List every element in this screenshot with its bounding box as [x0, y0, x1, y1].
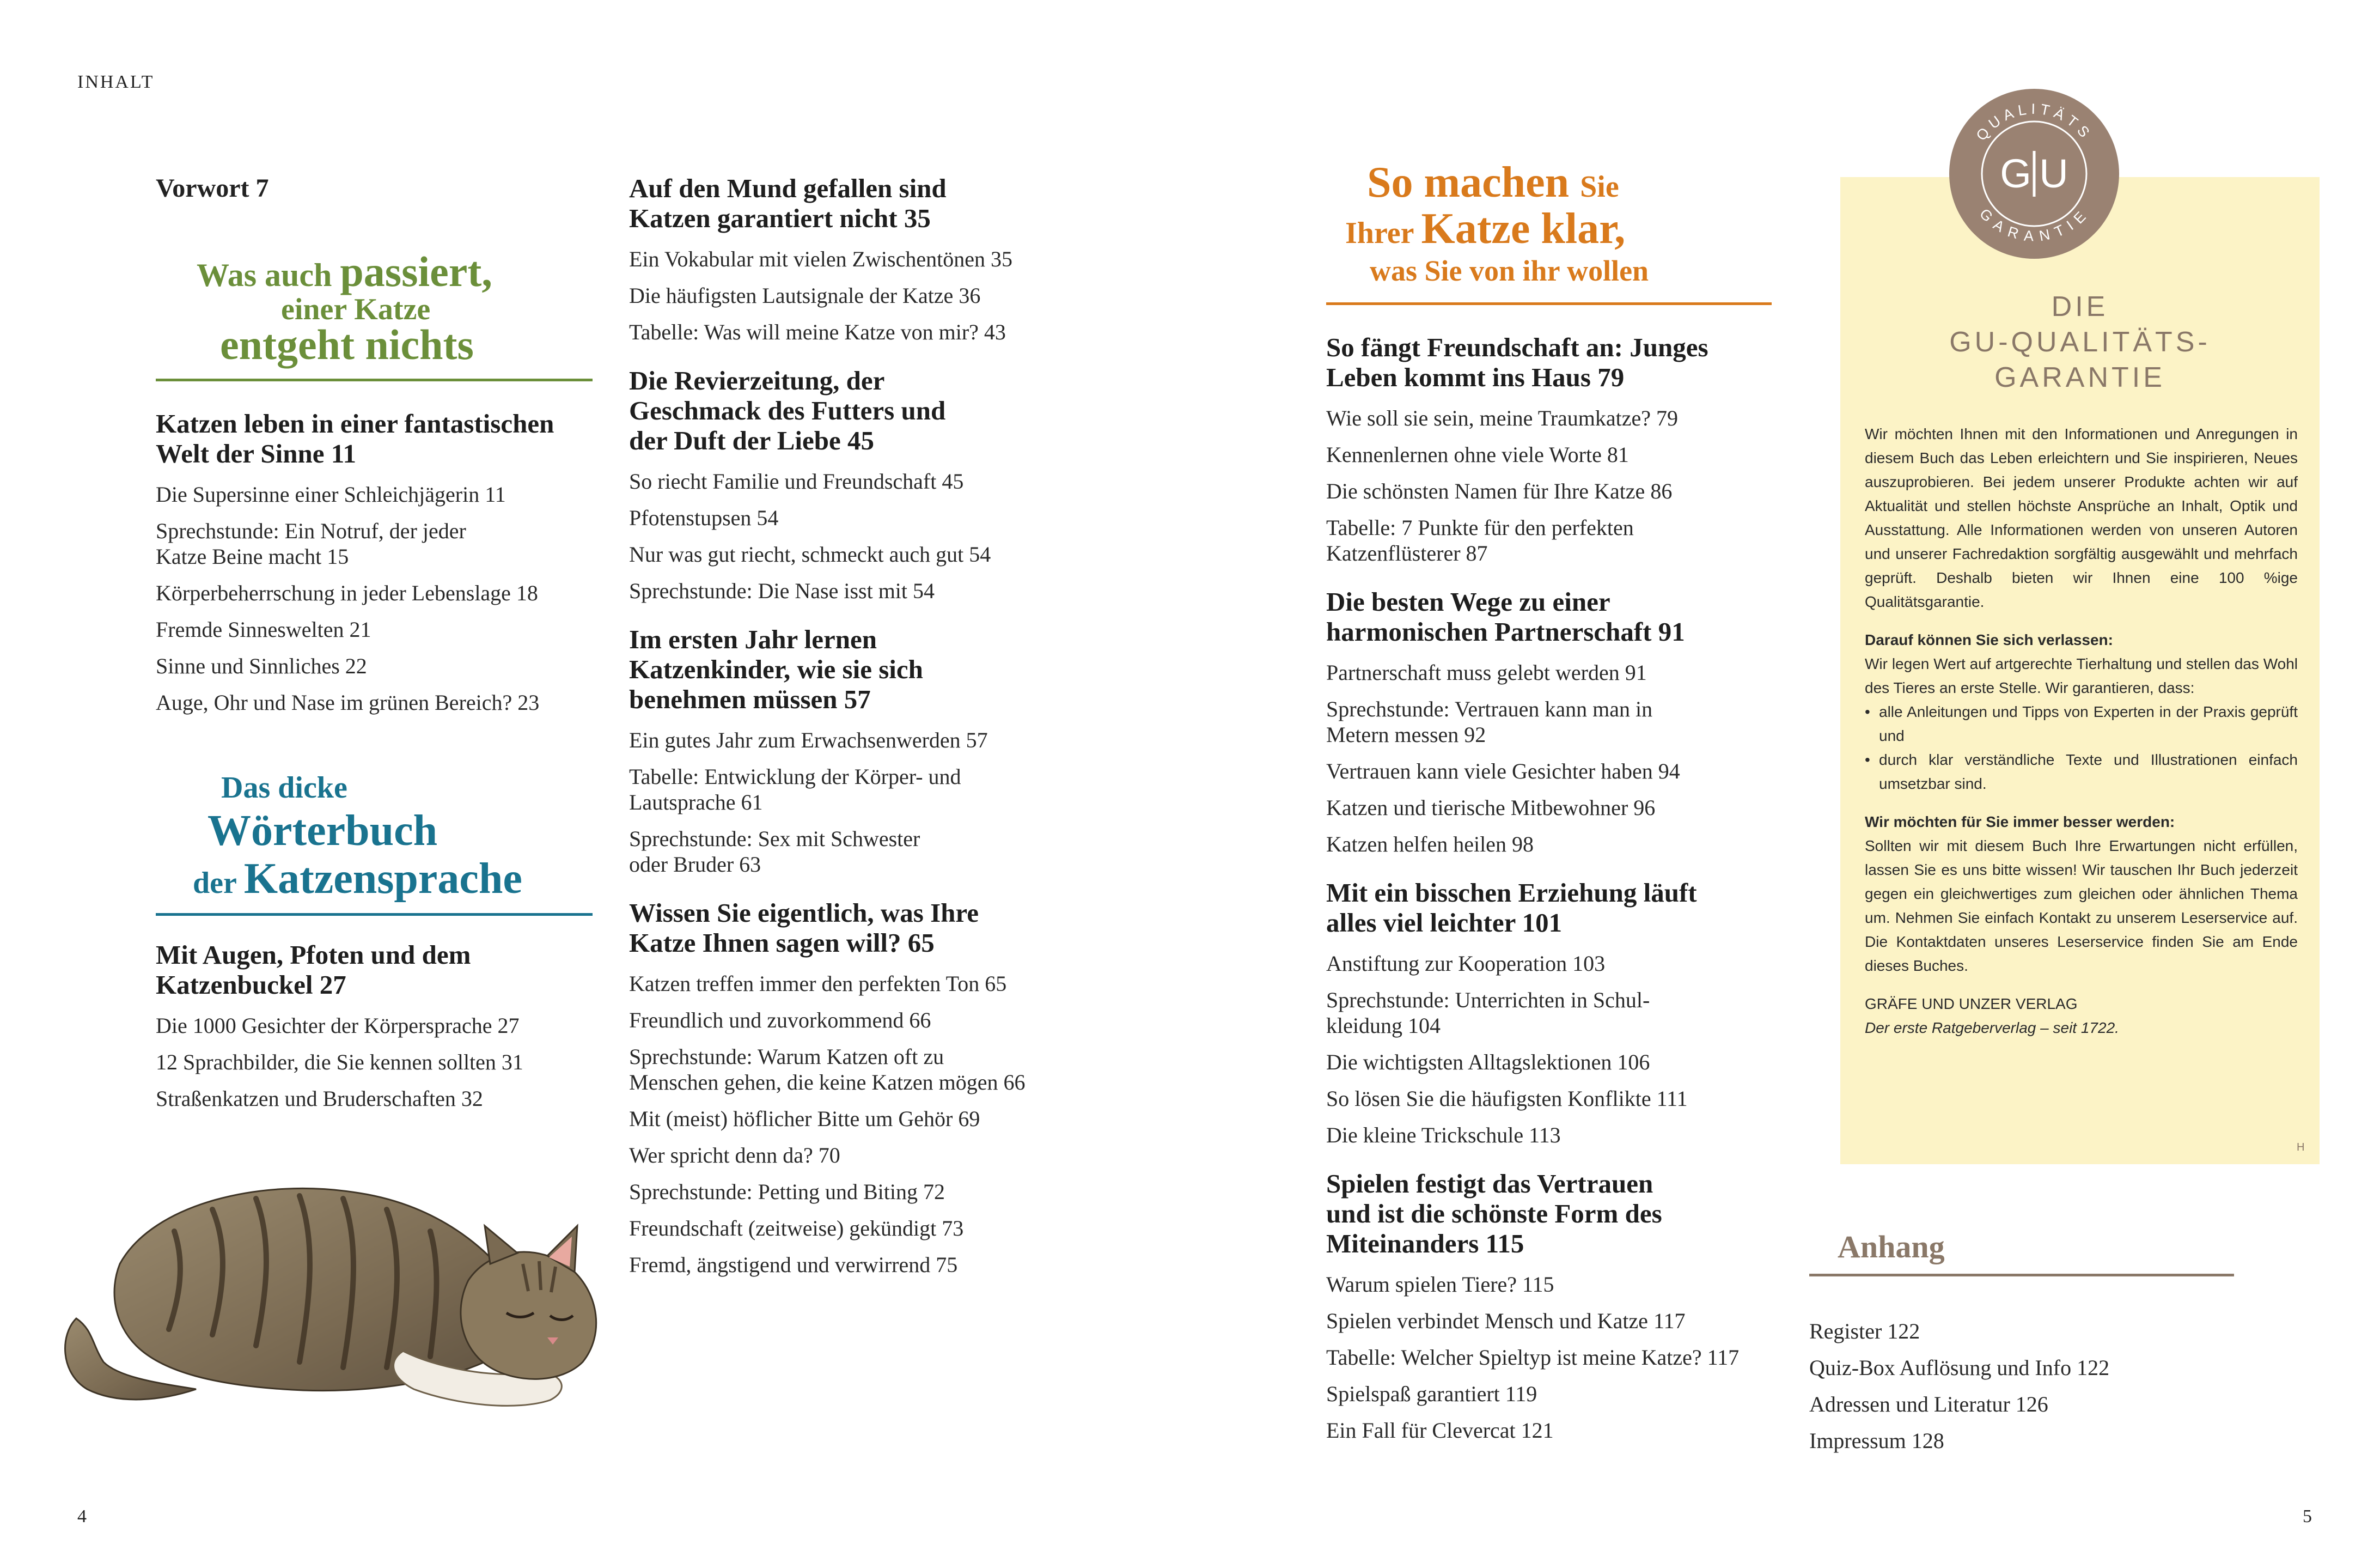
toc-entry[interactable]: Sprechstunde: Sex mit Schwester: [629, 826, 920, 851]
toc-entry[interactable]: oder Bruder 63: [629, 852, 761, 877]
deco-heading-senses: [156, 240, 591, 370]
deco-heading-text: Das dicke: [221, 771, 347, 805]
chapter-title: benehmen müssen 57: [629, 684, 871, 714]
chapter-title: Katze Ihnen sagen will? 65: [629, 928, 935, 958]
chapter-title: Katzenbuckel 27: [156, 970, 346, 1000]
toc-entry[interactable]: Katze Beine macht 15: [156, 544, 349, 569]
toc-entry[interactable]: Freundlich und zuvorkommend 66: [629, 1008, 931, 1032]
chapter-title: Wissen Sie eigentlich, was Ihre: [629, 898, 979, 928]
toc-entry[interactable]: Sprechstunde: Petting und Biting 72: [629, 1179, 945, 1204]
toc-entry[interactable]: So riecht Familie und Freundschaft 45: [629, 469, 964, 494]
page-number-right: 5: [2303, 1506, 2312, 1526]
toc-chapter[interactable]: [629, 366, 1119, 455]
deco-heading-text: Sie: [1580, 170, 1619, 204]
chapter-title: Im ersten Jahr lernen: [629, 624, 877, 654]
toc-chapter[interactable]: [1326, 1169, 1816, 1258]
chapter-title: alles viel leichter 101: [1326, 908, 1563, 938]
publisher-name: GRÄFE UND UNZER VERLAG: [1865, 995, 2078, 1012]
chapter-title: Miteinanders 115: [1326, 1228, 1524, 1258]
toc-entry[interactable]: Freundschaft (zeitweise) gekündigt 73: [629, 1216, 964, 1240]
appendix-title: Anhang: [1838, 1229, 1945, 1264]
toc-entry[interactable]: Katzenflüsterer 87: [1326, 541, 1488, 565]
toc-entry[interactable]: 12 Sprachbilder, die Sie kennen sollten 31: [156, 1050, 523, 1074]
guarantee-subheading: Wir möchten für Sie immer besser werden:: [1865, 813, 2175, 830]
guarantee-paragraph: Wir legen Wert auf artgerechte Tierhaltung und stellen das Wohl des Tieres an erste Stelle. Wir garantieren, dass:: [1865, 655, 2298, 696]
divider-teal: [156, 913, 593, 916]
guarantee-title: GU-QUALITÄTS-: [1949, 326, 2211, 358]
chapter-title: Spielen festigt das Vertrauen: [1326, 1169, 1653, 1199]
toc-chapter[interactable]: [156, 940, 608, 1000]
quality-guarantee-box: [1840, 177, 2320, 1164]
seal-text-top: QUALITÄTS: [1973, 100, 2096, 144]
toc-entry[interactable]: Tabelle: Welcher Spieltyp ist meine Katze? 117: [1326, 1345, 1740, 1370]
toc-entry[interactable]: Metern messen 92: [1326, 722, 1486, 747]
toc-chapter[interactable]: [629, 898, 1119, 958]
toc-vorwort[interactable]: Vorwort 7: [156, 174, 269, 203]
toc-entry[interactable]: Wer spricht denn da? 70: [629, 1143, 840, 1167]
toc-entry[interactable]: Ein gutes Jahr zum Erwachsenwerden 57: [629, 728, 988, 752]
seal-logo-g: G: [2000, 151, 2031, 196]
toc-column-1b: [156, 940, 608, 1111]
appendix-entry[interactable]: Adressen und Literatur 126: [1809, 1392, 2048, 1416]
deco-heading-text: So machen: [1367, 159, 1580, 206]
chapter-title: Welt der Sinne 11: [156, 439, 357, 469]
chapter-title: Mit Augen, Pfoten und dem: [156, 940, 471, 970]
guarantee-bullet-text: durch klar verständliche Texte und Illustrationen einfach umsetzbar sind.: [1879, 751, 2298, 792]
toc-entry[interactable]: Körperbeherrschung in jeder Lebenslage 18: [156, 581, 538, 605]
toc-entry[interactable]: Auge, Ohr und Nase im grünen Bereich? 23: [156, 690, 540, 715]
chapter-title: Die besten Wege zu einer: [1326, 587, 1610, 617]
chapter-title: Katzenkinder, wie sie sich: [629, 654, 923, 684]
guarantee-bullet-text: alle Anleitungen und Tipps von Experten in der Praxis geprüft und: [1879, 703, 2298, 744]
seal-text-bottom: GARANTIE: [1976, 205, 2092, 245]
appendix-entry[interactable]: Impressum 128: [1809, 1428, 1944, 1453]
deco-heading-text: einer Katze: [281, 293, 431, 326]
toc-entry[interactable]: Wie soll sie sein, meine Traumkatze? 79: [1326, 406, 1679, 430]
sleeping-cat-illustration: [54, 1155, 621, 1460]
toc-chapter[interactable]: [1326, 332, 1816, 392]
toc-entry[interactable]: So lösen Sie die häufigsten Konflikte 111: [1326, 1086, 1688, 1111]
toc-entry[interactable]: Sprechstunde: Vertrauen kann man in: [1326, 697, 1653, 721]
toc-chapter[interactable]: [629, 624, 1119, 714]
section-header: INHALT: [77, 72, 155, 92]
toc-entry[interactable]: Straßenkatzen und Bruderschaften 32: [156, 1086, 483, 1111]
toc-entry[interactable]: Sprechstunde: Warum Katzen oft zu: [629, 1044, 944, 1069]
chapter-title: Katzen leben in einer fantastischen: [156, 409, 554, 439]
toc-entry[interactable]: Die häufigsten Lautsignale der Katze 36: [629, 283, 981, 308]
guarantee-bullet: • durch klar verständliche Texte und Illustrationen einfach umsetzbar sind.: [1865, 748, 2298, 796]
toc-entry[interactable]: Die schönsten Namen für Ihre Katze 86: [1326, 479, 1673, 503]
guarantee-title: DIE: [2051, 291, 2109, 323]
toc-entry[interactable]: Warum spielen Tiere? 115: [1326, 1272, 1554, 1297]
chapter-title: Mit ein bisschen Erziehung läuft: [1326, 878, 1697, 908]
toc-entry[interactable]: Spielspaß garantiert 119: [1326, 1382, 1537, 1406]
guarantee-bullet: • alle Anleitungen und Tipps von Experten in der Praxis geprüft und: [1865, 700, 2298, 748]
deco-heading-dictionary: [156, 763, 602, 910]
deco-heading-text: Ihrer: [1345, 216, 1421, 250]
toc-entry[interactable]: Kennenlernen ohne viele Worte 81: [1326, 442, 1629, 467]
toc-entry[interactable]: Nur was gut riecht, schmeckt auch gut 54: [629, 542, 991, 567]
guarantee-subheading: Darauf können Sie sich verlassen:: [1865, 631, 2113, 648]
divider-green: [156, 379, 593, 381]
chapter-title: So fängt Freundschaft an: Junges: [1326, 332, 1708, 362]
toc-entry[interactable]: Pfotenstupsen 54: [629, 506, 779, 530]
chapter-title: Die Revierzeitung, der: [629, 366, 885, 396]
toc-chapter[interactable]: [629, 173, 1119, 233]
guarantee-body: [1865, 422, 2298, 1040]
toc-entry[interactable]: Tabelle: Was will meine Katze von mir? 43: [629, 320, 1006, 344]
deco-heading-text: Katze klar,: [1421, 205, 1626, 253]
deco-heading-text: Was auch: [197, 257, 340, 293]
deco-heading-communication: [1329, 153, 1775, 289]
appendix-entry[interactable]: Quiz-Box Auflösung und Info 122: [1809, 1355, 2110, 1380]
toc-entry[interactable]: Menschen gehen, die keine Katzen mögen 66: [629, 1070, 1026, 1094]
toc-entry[interactable]: kleidung 104: [1326, 1013, 1441, 1038]
guarantee-title: GARANTIE: [1994, 362, 2165, 393]
page-number-left: 4: [77, 1506, 87, 1526]
guarantee-paragraph: Wir möchten Ihnen mit den Informationen und Anregungen in diesem Buch das Leben erleichtern und Sie inspirieren, Neues auszuprobieren. Bei jedem unserer Produkte achten wir auf Aktualität und stellen höchste Ansprüche an Inhalt, Optik und Ausstattung. Alle Informationen werden von unseren Autoren und unserer Fachredaktion sorgfältig ausgewählt und mehrfach geprüft. Deshalb bieten wir Ihnen eine 100 %ige Qualitätsgarantie.: [1865, 425, 2298, 610]
chapter-title: harmonischen Partnerschaft 91: [1326, 617, 1685, 647]
toc-entry[interactable]: Tabelle: 7 Punkte für den perfekten: [1326, 515, 1634, 540]
quality-seal-icon: [1947, 87, 2121, 261]
toc-entry[interactable]: Anstiftung zur Kooperation 103: [1326, 951, 1606, 976]
guarantee-paragraph: Sollten wir mit diesem Buch Ihre Erwartungen nicht erfüllen, lassen Sie es uns bitte wissen! Wir tauschen Ihr Buch jederzeit gegen ein gleichwertiges zum gleichen oder ähnlichen Thema um. Nehmen Sie einfach Kontakt zu unserem Leserservice auf. Die Kontaktdaten unseres Leserservice finden Sie am Ende dieses Buches.: [1865, 837, 2298, 974]
deco-heading-text: entgeht nichts: [220, 321, 474, 368]
toc-chapter[interactable]: [1326, 587, 1816, 647]
toc-entry[interactable]: Katzen treffen immer den perfekten Ton 65: [629, 971, 1007, 996]
toc-entry[interactable]: Fremd, ängstigend und verwirrend 75: [629, 1252, 958, 1277]
appendix-entry[interactable]: Register 122: [1809, 1319, 1920, 1343]
toc-entry[interactable]: Sprechstunde: Unterrichten in Schul-: [1326, 988, 1650, 1012]
toc-entry[interactable]: Die 1000 Gesichter der Körpersprache 27: [156, 1013, 520, 1038]
chapter-title: Geschmack des Futters und: [629, 396, 946, 425]
toc-chapter[interactable]: [156, 409, 608, 469]
toc-column-3: [1326, 332, 1816, 1443]
toc-entry[interactable]: Ein Vokabular mit vielen Zwischentönen 35: [629, 247, 1012, 271]
deco-heading-text: passiert,: [340, 248, 492, 295]
deco-heading-text: der: [193, 866, 244, 900]
publisher-tagline: Der erste Ratgeberverlag – seit 1722.: [1865, 1019, 2119, 1036]
toc-column-1: [156, 409, 608, 715]
toc-entry[interactable]: Partnerschaft muss gelebt werden 91: [1326, 660, 1647, 685]
chapter-title: Auf den Mund gefallen sind: [629, 173, 947, 203]
toc-entry[interactable]: Katzen und tierische Mitbewohner 96: [1326, 795, 1656, 820]
divider-taupe: [1809, 1274, 2234, 1276]
deco-heading-text: Wörterbuch: [208, 807, 438, 855]
toc-entry[interactable]: Die Supersinne einer Schleichjägerin 11: [156, 482, 506, 507]
toc-entry[interactable]: Sprechstunde: Die Nase isst mit 54: [629, 579, 935, 603]
toc-entry[interactable]: Katzen helfen heilen 98: [1326, 832, 1534, 856]
chapter-title: und ist die schönste Form des: [1326, 1199, 1662, 1228]
seal-logo-u: U: [2039, 151, 2068, 196]
toc-entry[interactable]: Sinne und Sinnliches 22: [156, 654, 367, 678]
edge-mark: H: [2297, 1141, 2305, 1153]
toc-entry[interactable]: Fremde Sinneswelten 21: [156, 617, 371, 642]
toc-entry[interactable]: Mit (meist) höflicher Bitte um Gehör 69: [629, 1106, 980, 1131]
toc-entry[interactable]: Die wichtigsten Alltagslektionen 106: [1326, 1050, 1650, 1074]
toc-entry[interactable]: Sprechstunde: Ein Notruf, der jeder: [156, 519, 466, 543]
toc-entry[interactable]: Tabelle: Entwicklung der Körper- und: [629, 764, 961, 789]
chapter-title: Leben kommt ins Haus 79: [1326, 362, 1625, 392]
deco-heading-text: Katzensprache: [243, 855, 522, 903]
toc-column-2: [629, 173, 1119, 1278]
chapter-title: der Duft der Liebe 45: [629, 425, 875, 455]
divider-orange: [1326, 302, 1772, 305]
appendix-list: [1809, 1318, 2109, 1453]
toc-entry[interactable]: Lautsprache 61: [629, 790, 763, 814]
toc-entry[interactable]: Vertrauen kann viele Gesichter haben 94: [1326, 759, 1680, 783]
toc-entry[interactable]: Die kleine Trickschule 113: [1326, 1123, 1561, 1147]
toc-entry[interactable]: Spielen verbindet Mensch und Katze 117: [1326, 1309, 1686, 1333]
toc-entry[interactable]: Ein Fall für Clevercat 121: [1326, 1418, 1554, 1443]
chapter-title: Katzen garantiert nicht 35: [629, 203, 931, 233]
toc-chapter[interactable]: [1326, 878, 1816, 938]
deco-heading-text: was Sie von ihr wollen: [1370, 254, 1649, 287]
